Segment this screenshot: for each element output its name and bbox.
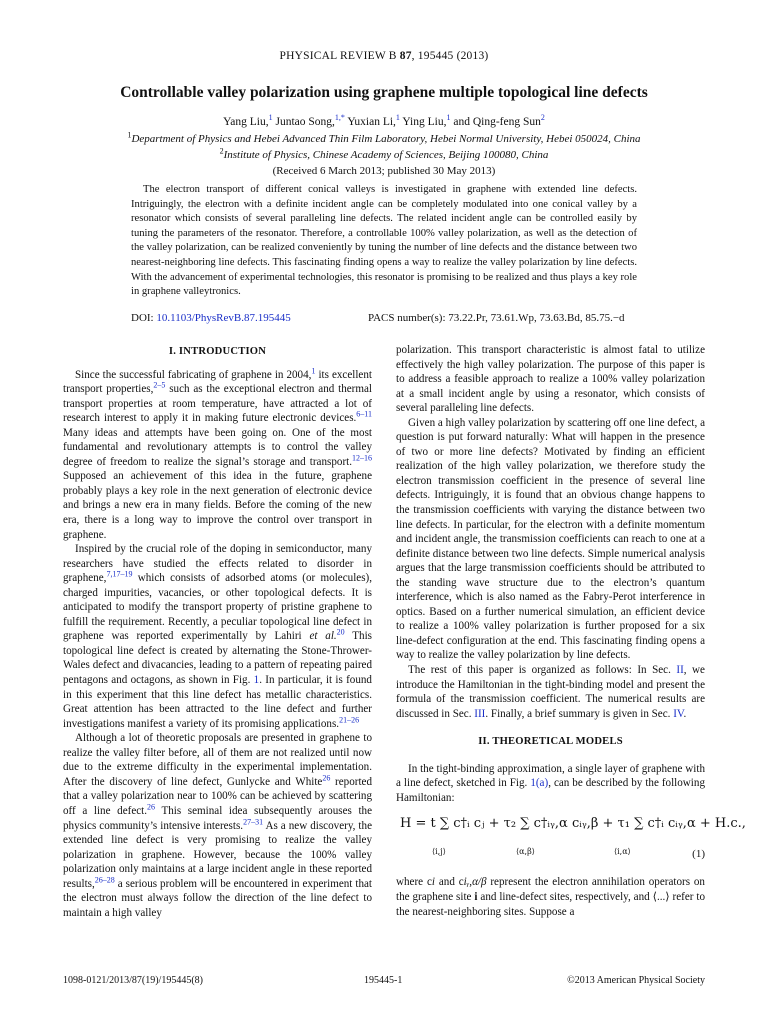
affiliation-ref[interactable]: 1	[446, 113, 451, 123]
citation-ref[interactable]: 26–28	[94, 875, 115, 884]
affiliation-ref[interactable]: 1	[395, 113, 400, 123]
doi-line: DOI: 10.1103/PhysRevB.87.195445	[131, 312, 291, 324]
paragraph: Since the successful fabricating of graphene in 2004,$^1$ its excellent transport properties,$^{2-5}$ such as the exceptional electron and thermal transport properties at room temperature, have attracted a lot of research interest to apply it in making future electronic devices.$^{6-11}$ Many ideas and attempts have been going on. One of the most fundamental and revolutionary attempts is to control the valley degree of freedom to realize the signal’s storage and transport.$^{12-16}$ Supposed an achievement of this idea in the future, graphene probably plays a key role in the next generation of electronic device and brings a new era in many fields. Before the coming of the new era, there is a long way to improve the control over transport in graphene.	[63, 365, 372, 541]
paragraph: In the tight-binding approximation, a single layer of graphene with a line defect, sketched in Fig. 1(a), can be described by the following Hamiltonian:	[396, 762, 705, 804]
citation-ref[interactable]: 6–11	[356, 409, 372, 419]
sum-index: ⟨i,j⟩	[432, 847, 446, 857]
citation-ref[interactable]: 27–31	[243, 816, 264, 826]
author-name: Ying Liu,	[399, 116, 447, 128]
figure-ref[interactable]: 1(a)	[530, 777, 549, 790]
journal-header: PHYSICAL REVIEW B 87, 195445 (2013)	[279, 50, 489, 62]
citation-ref[interactable]: 20	[336, 627, 345, 637]
pacs-numbers: PACS number(s): 73.22.Pr, 73.61.Wp, 73.63.Bd, 85.75.−d	[368, 312, 625, 324]
abstract: The electron transport of different conical valleys is investigated in graphene with extended line defects. Intriguingly, the electron with a definite incident angle can be completely modulated into one conical valley by a resonator which consists of several paralleling line defects. The related incident angle can be controlled easily by tuning the parameters of the resonator. Therefore, a controllable 100% valley polarization, as well as the detection of the valley polarization, can be realized conveniently by tuning the number of line defects and the distance between two nearest-neighboring line defects. This fascinating finding opens a way to realize the valley polarization by line defects. With the advancement of experimental technologies, this resonator is promising to be realized and thus plays a key role in graphene valleytronics.	[131, 184, 637, 298]
section-ref[interactable]: IV	[673, 707, 684, 720]
copyright: ©2013 American Physical Society	[567, 975, 705, 986]
affiliation-ref[interactable]: 1	[268, 113, 273, 123]
footer-code: 1098-0121/2013/87(19)/195445(8)	[63, 975, 203, 986]
left-column	[63, 343, 372, 920]
doi-link[interactable]: 10.1103/PhysRevB.87.195445	[156, 312, 291, 324]
section-ref[interactable]: III	[474, 707, 486, 720]
page-number: 195445-1	[364, 975, 403, 986]
paragraph: where ci and ciᵧ,α/β represent the electron annihilation operators on the graphene site i and line-defect sites, respectively, and ⟨...⟩ refer to the nearest-neighboring sites. Suppose a	[396, 876, 706, 918]
right-column	[396, 343, 746, 919]
paper-title: Controllable valley polarization using graphene multiple topological line defects	[120, 84, 648, 101]
sum-index: ⟨α,β⟩	[516, 847, 535, 857]
citation-ref[interactable]: 7,17–19	[106, 569, 133, 579]
paragraph: Given a high valley polarization by scattering off one line defect, a question is put forward naturally: What will happen in the presence of two or more line defects? Motivated by finding an efficient realization of the high valley polarization, we therefore study the electron transmission coefficient in the presence of several line defects. Intriguingly, it is found that an obvious change happens to the transmission coefficients with varying the distance between two line defects. In particular, for the electron with a definite momentum and incident angle, the transmission coefficients can reach to one at a definite distance between two line defects. Simple numerical analysis argues that the large transmission coefficients should be attributed to the standing wave structure due to the electron’s quantum interference, which is also named as the Fabry-Perot interference in optics. Based on a further numerical simulation, an efficient device to realize a 100% valley polarization is further proposed for a six line-defect configuration at the end. This fascinating finding opens a way to realize the valley polarization by line defects.	[396, 416, 705, 662]
figure-ref[interactable]: 1	[253, 674, 260, 687]
section-ref[interactable]: II	[676, 664, 684, 677]
author-name: and Qing-feng Sun	[450, 116, 541, 128]
paragraph: polarization. This transport characteristic is almost fatal to utilize effectively the high valley polarization. The purpose of this paper is to address a feasible approach to realize a 100% valley polarization at a small incident angle by using a resonator, which consists of several paralleling line defects.	[396, 344, 705, 415]
paragraph: Inspired by the crucial role of the doping in semiconductor, many researchers have studied the effects related to disorder in graphene,$^{7,17-19}$ which consists of adsorbed atoms (or molecules), charged impurities, vacancies, or other topological defects. It is anticipated to modify the transport property of pristine graphene to fulfill the requirement. Recently, a peculiar topological line defect in graphene was reported experimentally by Lahiri et al.$^{20}$ This topological line defect is created by alternating the Stone-Thrower-Wales defect and divacancies, leading to a pattern of repeating paired pentagons and octagons, as shown in Fig. 1. In particular, it is found in this experiment that this line defect has metallic characteristics. Great attention has been attracted to the line defect and further investigations manifest a variety of its promising applications.$^{21-26}$	[63, 543, 373, 730]
citation-ref[interactable]: 26	[147, 802, 156, 812]
affiliation-ref[interactable]: 1,*	[334, 113, 345, 123]
paragraph: The rest of this paper is organized as follows: In Sec. II, we introduce the Hamiltonian in the tight-binding model and present the formula of the transmission coefficient. The numerical results are discussed in Sec. III. Finally, a brief summary is given in Sec. IV.	[396, 664, 705, 720]
citation-ref[interactable]: 26	[322, 773, 331, 783]
citation-ref[interactable]: 1	[311, 365, 316, 375]
equation-number: (1)	[692, 848, 705, 861]
section-heading: I. INTRODUCTION	[168, 346, 267, 357]
affiliation-2: $^2$Institute of Physics, Chinese Academy of Sciences, Beijing 100080, China	[219, 146, 549, 161]
affiliation-ref[interactable]: 2	[540, 113, 545, 123]
citation-ref[interactable]: 21–26	[339, 714, 360, 724]
sum-index: ⟨i,α⟩	[614, 847, 631, 857]
author-name: Yang Liu,	[223, 116, 269, 128]
author-name: Yuxian Li,	[344, 116, 396, 128]
citation-ref[interactable]: 12–16	[352, 453, 372, 463]
paragraph: Although a lot of theoretic proposals are presented in graphene to realize the valley filter before, all of them are not realized until now due to the extreme difficulty in the experimental implementation. After the discovery of line defect, Gunlycke and White$^{26}$ reported that a valley polarization near to 100% can be achieved by scattering off a line defect.$^{26}$ This seminal idea subsequently arouses the physics community’s intensive interests.$^{27-31}$ As a new discovery, the extended line defect is very promising to realize the valley polarization in graphene. However, because the 100% valley polarization only maintains at a large incident angle in these reported results,$^{26-28}$ a serious problem will be encountered in experiment that the electron must always follow the direction of the line defect to maintain a high valley	[63, 732, 373, 919]
author-list	[60, 113, 708, 128]
received-date: (Received 6 March 2013; published 30 May 2013)	[272, 165, 496, 177]
equation-body: H = t ∑ c†ᵢ cⱼ + τ₂ ∑ c†ᵢᵧ,α cᵢᵧ,β + τ₁ ∑ c†ᵢ cᵢᵧ,α + H.c.,	[400, 816, 746, 832]
hamiltonian-equation	[396, 811, 746, 871]
author-name: Juntao Song,	[272, 116, 335, 128]
section-heading: II. THEORETICAL MODELS	[478, 736, 623, 748]
citation-ref[interactable]: 2–5	[153, 380, 166, 390]
affiliation-1: $^1$Department of Physics and Hebei Advanced Thin Film Laboratory, Hebei Normal University, Hebei 050024, China	[127, 130, 641, 145]
